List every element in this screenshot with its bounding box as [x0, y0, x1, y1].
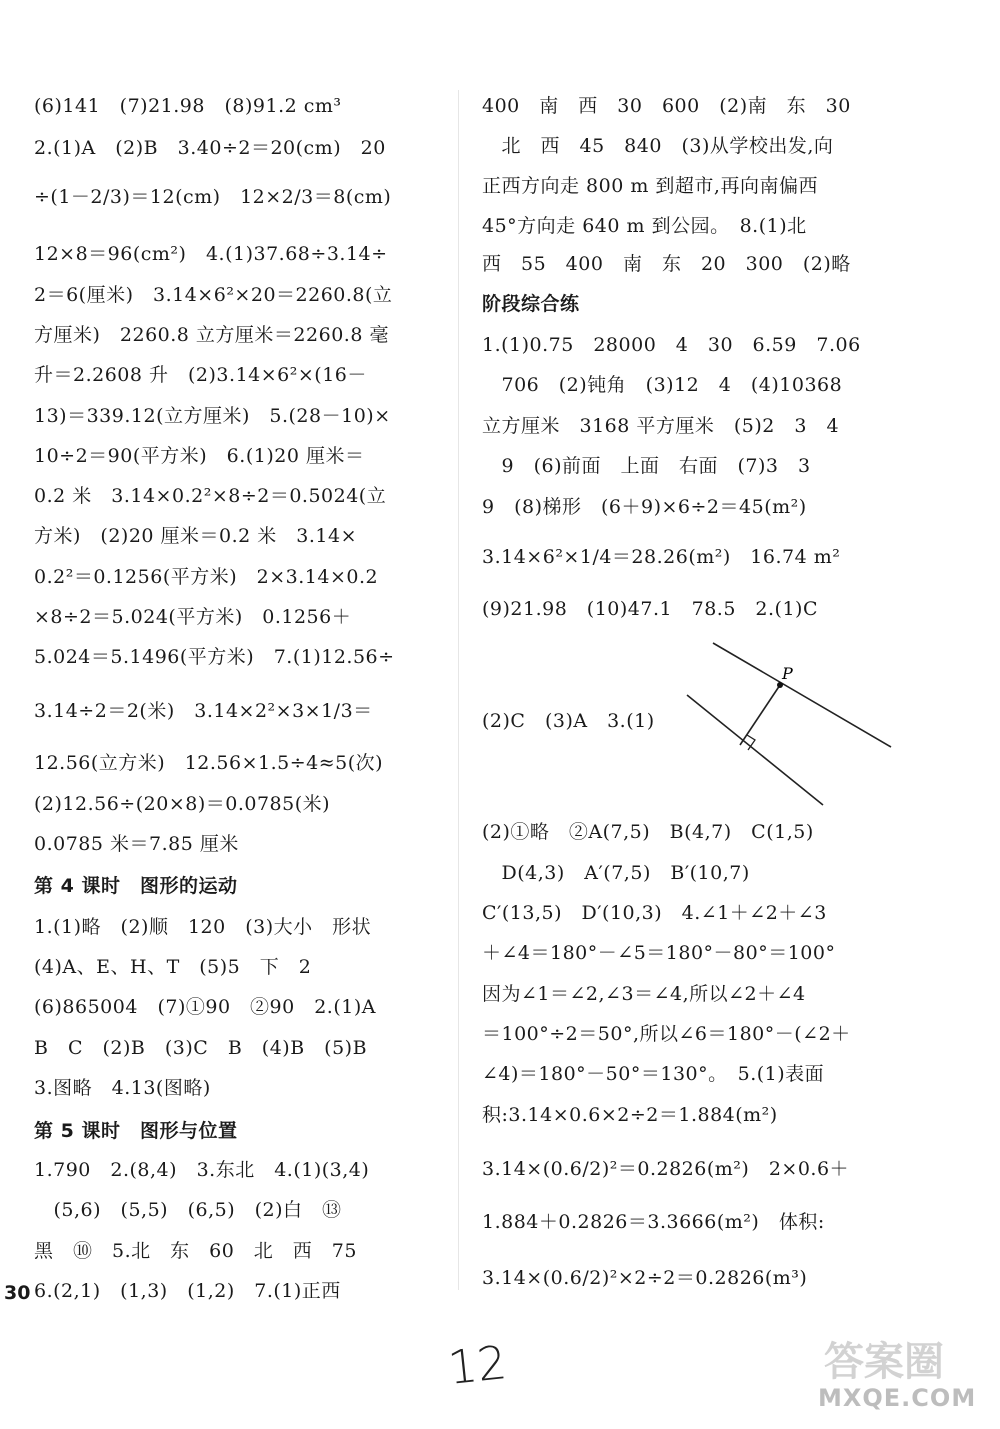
- answer-line: 1.790 2.(8,4) 3.东北 4.(1)(3,4): [34, 1159, 370, 1181]
- answer-line: (9)21.98 (10)47.1 78.5 2.(1)C: [482, 598, 818, 620]
- page-number: 30: [4, 1282, 31, 1304]
- answer-line: 5.024＝5.1496(平方米) 7.(1)12.56÷: [34, 646, 395, 668]
- answer-line: 1.(1)0.75 28000 4 30 6.59 7.06: [482, 334, 861, 356]
- answer-line: ∠4)＝180°－50°＝130°。 5.(1)表面: [482, 1063, 825, 1085]
- answer-line: ＋∠4＝180°－∠5＝180°－80°＝100°: [482, 942, 836, 964]
- answer-line: ＝100°÷2＝50°,所以∠6＝180°－(∠2＋: [482, 1023, 851, 1045]
- answer-line: (2)①略 ②A(7,5) B(4,7) C(1,5): [482, 821, 814, 843]
- answer-line: 方厘米) 2260.8 立方厘米＝2260.8 毫: [34, 324, 389, 346]
- answer-line: 10÷2＝90(平方米) 6.(1)20 厘米＝: [34, 445, 365, 467]
- answer-line: 12.56(立方米) 12.56×1.5÷4≈5(次): [34, 752, 384, 774]
- answer-line: 45°方向走 640 m 到公园。 8.(1)北: [482, 215, 807, 237]
- answer-line: D(4,3) A′(7,5) B′(10,7): [482, 862, 750, 884]
- answer-line: ×8÷2＝5.024(平方米) 0.1256＋: [34, 606, 352, 628]
- answer-line: 立方厘米 3168 平方厘米 (5)2 3 4: [482, 415, 840, 437]
- answer-line: 方米) (2)20 厘米＝0.2 米 3.14×: [34, 525, 358, 547]
- answer-line: 因为∠1＝∠2,∠3＝∠4,所以∠2＋∠4: [482, 983, 806, 1005]
- answer-line: 9 (6)前面 上面 右面 (7)3 3: [482, 455, 811, 477]
- answer-line: 0.2 米 3.14×0.2²×8÷2＝0.5024(立: [34, 485, 387, 507]
- upper-parallel-line: [713, 643, 891, 747]
- column-divider: [458, 90, 459, 1290]
- answer-line: (2)C (3)A 3.(1): [482, 710, 655, 732]
- answer-line: 3.14÷2＝2(米) 3.14×2²×3×1/3＝: [34, 700, 373, 722]
- answer-line: 0.0785 米＝7.85 厘米: [34, 833, 239, 855]
- answer-line: 3.图略 4.13(图略): [34, 1077, 211, 1099]
- answer-line: 12×8＝96(cm²) 4.(1)37.68÷3.14÷: [34, 243, 388, 265]
- answer-line: 3.14×(0.6/2)²×2÷2＝0.2826(m³): [482, 1267, 808, 1289]
- answer-line: B C (2)B (3)C B (4)B (5)B: [34, 1037, 368, 1059]
- answer-line: 积:3.14×0.6×2÷2＝1.884(m²): [482, 1104, 778, 1126]
- answer-line: 0.2²＝0.1256(平方米) 2×3.14×0.2: [34, 566, 379, 588]
- answer-line: 3.14×6²×1/4＝28.26(m²) 16.74 m²: [482, 546, 841, 568]
- answer-line: 6.(2,1) (1,3) (1,2) 7.(1)正西: [34, 1280, 341, 1302]
- section-heading: 第 5 课时 图形与位置: [34, 1120, 238, 1142]
- answer-line: 黑 ⑩ 5.北 东 60 北 西 75: [34, 1240, 357, 1262]
- answer-line: (6)141 (7)21.98 (8)91.2 cm³: [34, 95, 342, 117]
- answer-line: 13)＝339.12(立方厘米) 5.(28－10)×: [34, 405, 391, 427]
- answer-line: 3.14×(0.6/2)²＝0.2826(m²) 2×0.6＋: [482, 1158, 850, 1180]
- answer-line: 西 55 400 南 东 20 300 (2)略: [482, 253, 851, 275]
- answer-line: (6)865004 (7)①90 ②90 2.(1)A: [34, 996, 376, 1018]
- answer-line: 706 (2)钝角 (3)12 4 (4)10368: [482, 374, 843, 396]
- section-heading: 第 4 课时 图形的运动: [34, 875, 238, 897]
- parallel-lines-figure: [685, 635, 895, 810]
- answer-line: (4)A、E、H、T (5)5 下 2: [34, 956, 312, 978]
- watermark: [818, 1330, 996, 1426]
- lower-parallel-line: [687, 695, 823, 805]
- handwritten-page-mark: 12: [445, 1335, 510, 1395]
- watermark-logo: 答案圈: [824, 1339, 944, 1385]
- answer-line: (2)12.56÷(20×8)＝0.0785(米): [34, 793, 331, 815]
- answer-line: 1.884＋0.2826＝3.3666(m²) 体积:: [482, 1211, 825, 1233]
- answer-line: 2＝6(厘米) 3.14×6²×20＝2260.8(立: [34, 284, 393, 306]
- answer-line: 升＝2.2608 升 (2)3.14×6²×(16－: [34, 364, 367, 386]
- answer-line: ÷(1－2/3)＝12(cm) 12×2/3＝8(cm): [34, 186, 392, 208]
- answer-line: (5,6) (5,5) (6,5) (2)白 ⑬: [34, 1199, 342, 1221]
- answer-line: 正西方向走 800 m 到超市,再向南偏西: [482, 175, 818, 197]
- point-p-label: P: [782, 664, 793, 683]
- answer-line: 2.(1)A (2)B 3.40÷2＝20(cm) 20: [34, 137, 386, 159]
- answer-line: C′(13,5) D′(10,3) 4.∠1＋∠2＋∠3: [482, 902, 827, 924]
- answer-line: 400 南 西 30 600 (2)南 东 30: [482, 95, 851, 117]
- watermark-url: MXQE.COM: [818, 1384, 977, 1412]
- answer-line: 北 西 45 840 (3)从学校出发,向: [482, 135, 834, 157]
- section-heading: 阶段综合练: [482, 293, 580, 315]
- answer-line: 9 (8)梯形 (6＋9)×6÷2＝45(m²): [482, 496, 807, 518]
- answer-line: 1.(1)略 (2)顺 120 (3)大小 形状: [34, 916, 372, 938]
- perpendicular-segment: [740, 685, 780, 745]
